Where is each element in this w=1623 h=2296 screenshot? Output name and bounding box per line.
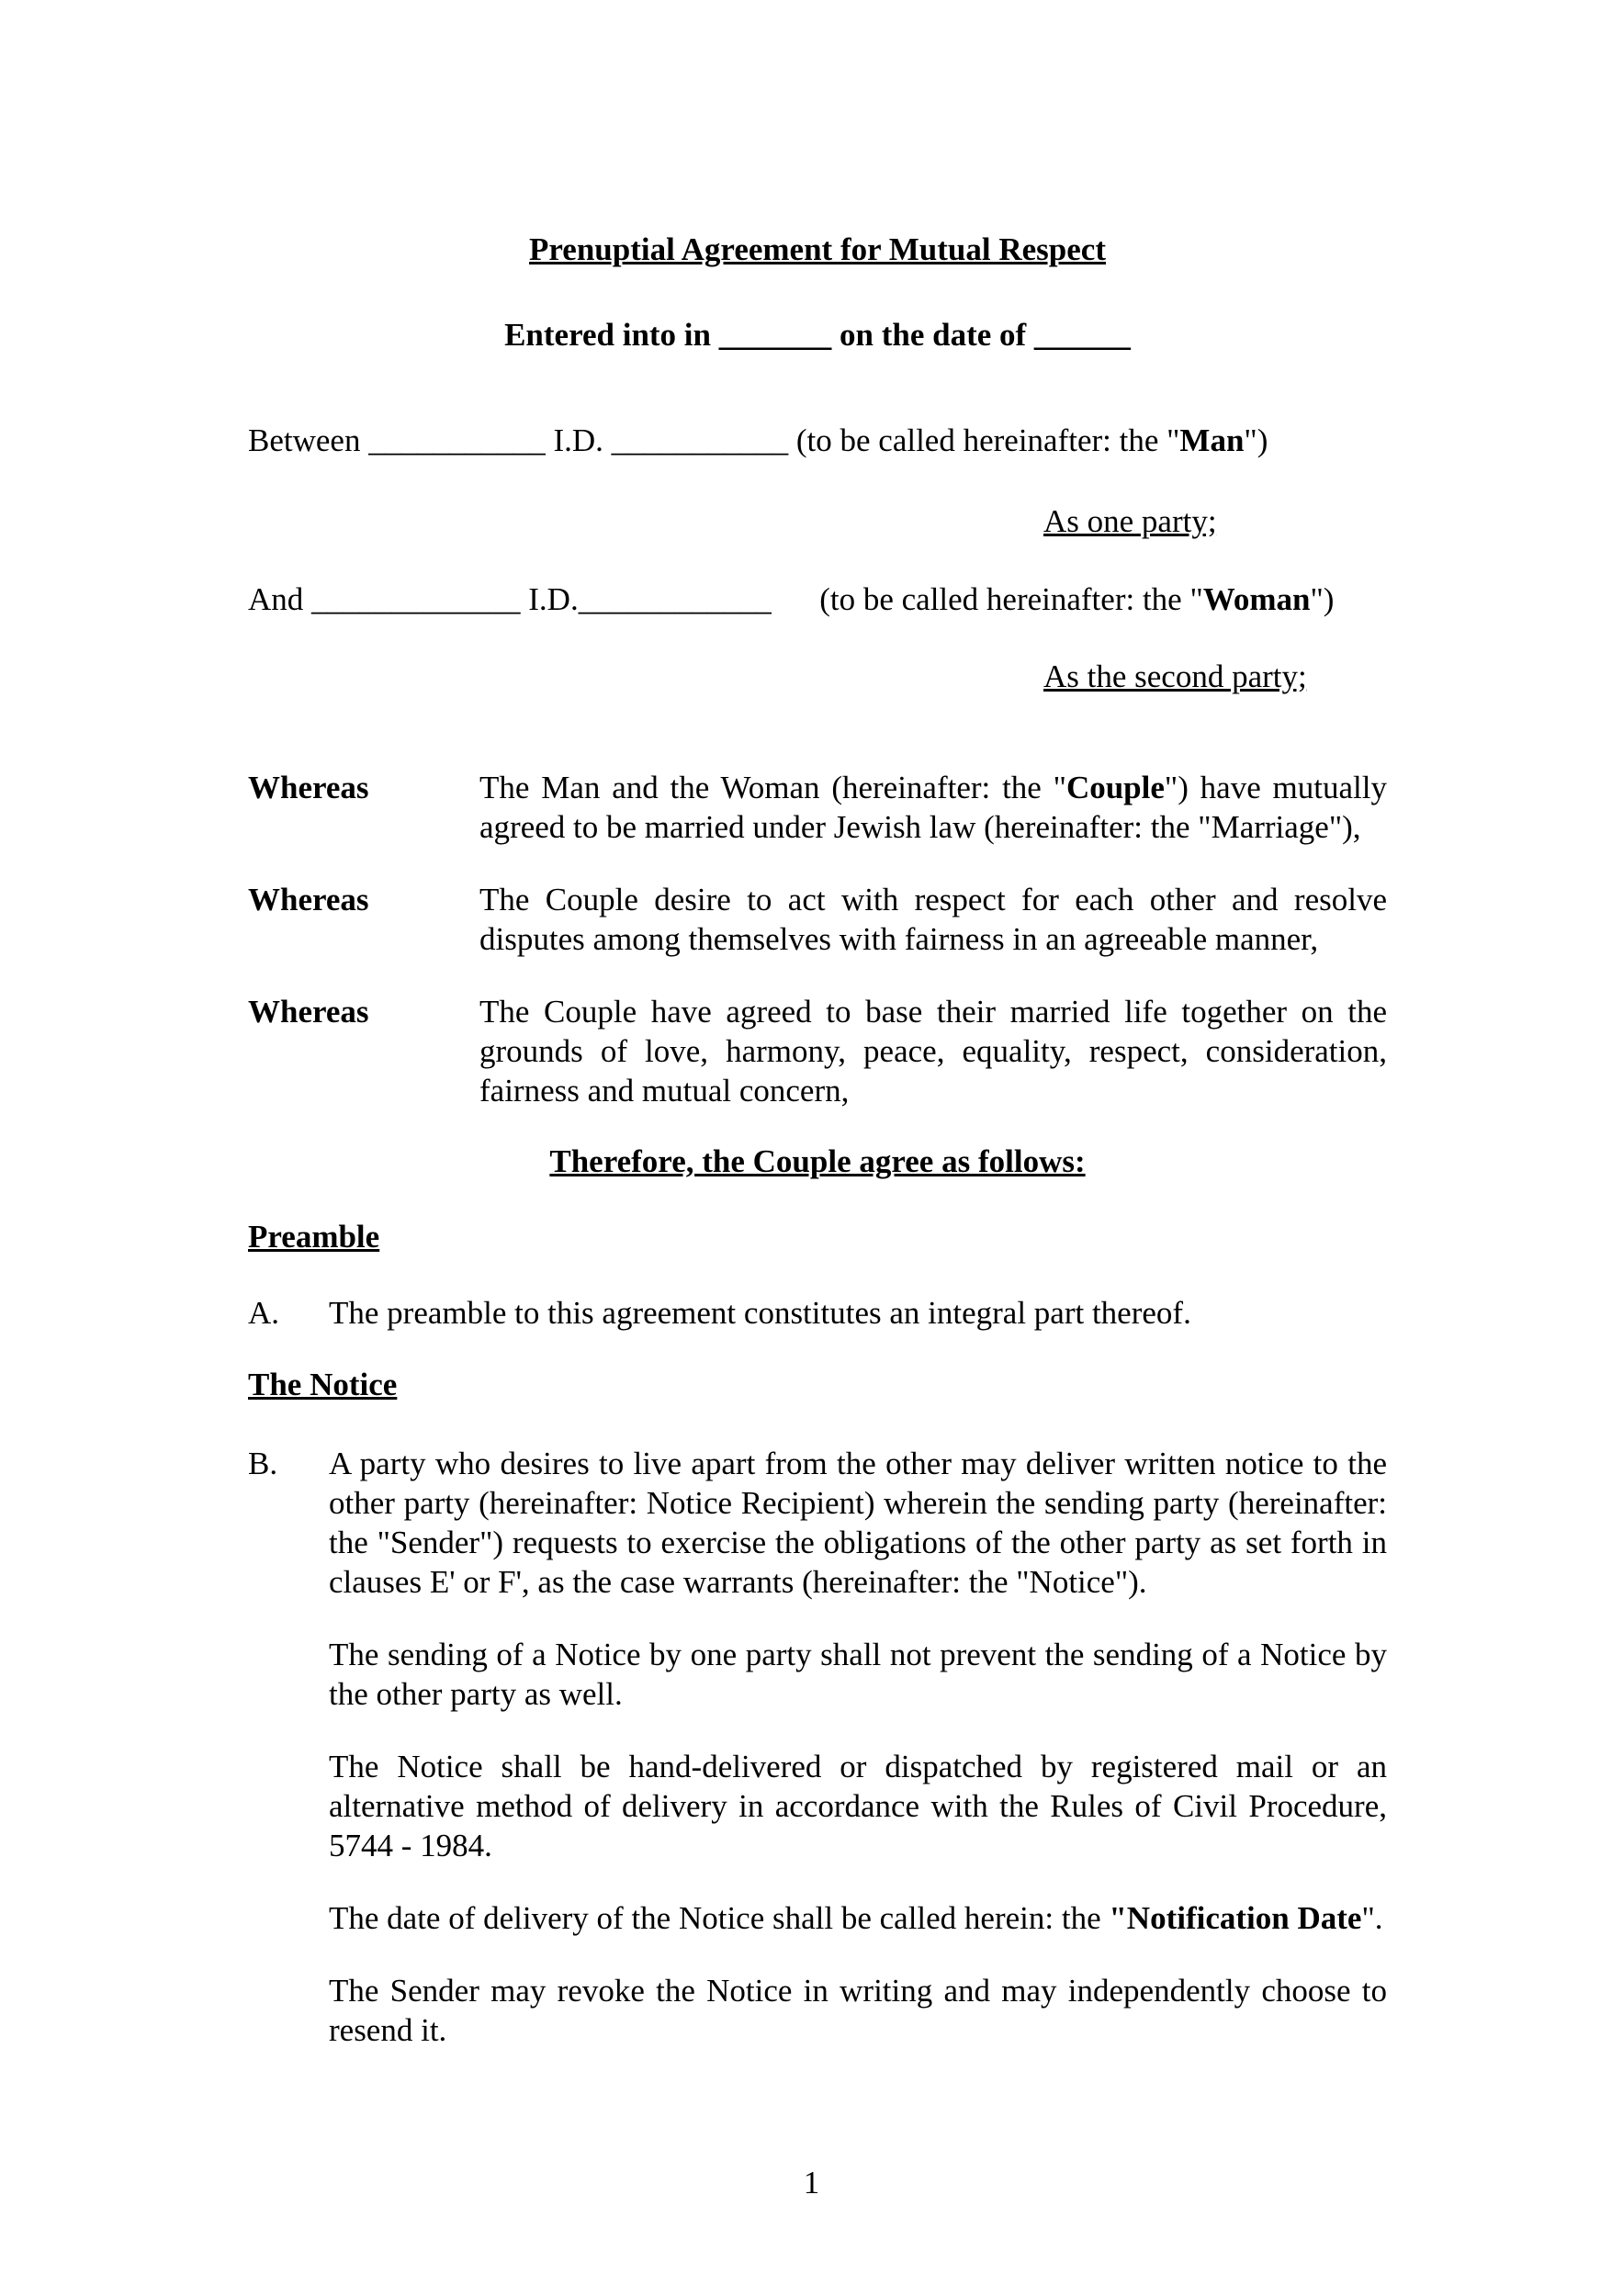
clause-b-paragraph-5: The Sender may revoke the Notice in writing and may independently choose to resend it. bbox=[329, 1973, 1387, 2048]
clause-a bbox=[248, 1293, 1387, 1333]
whereas1-text-end: ") have mutually agreed to be married under Jewish law (hereinafter: the "Marriage"), bbox=[479, 770, 1387, 845]
notification-date-text: The date of delivery of the Notice shall be called herein: the bbox=[329, 1900, 1110, 1936]
notice-heading: The Notice bbox=[248, 1367, 398, 1402]
party-role-one: As one party; bbox=[1043, 503, 1217, 539]
whereas-clause-3 bbox=[248, 992, 1387, 1110]
whereas-text: The Couple desire to act with respect for each other and resolve disputes among themselves with fairness in an agreeable manner, bbox=[479, 882, 1387, 957]
clause-b bbox=[248, 1444, 1387, 1602]
whereas-label: Whereas bbox=[248, 770, 369, 805]
whereas-clause-2 bbox=[248, 880, 1387, 959]
clause-b-label: B. bbox=[248, 1446, 278, 1481]
party-line-man bbox=[248, 421, 1387, 460]
page-number: 1 bbox=[803, 2165, 820, 2200]
whereas1-bold: Couple bbox=[1065, 770, 1165, 805]
whereas-clause-1 bbox=[248, 768, 1387, 847]
clause-b-paragraph-1: A party who desires to live apart from the other may deliver written notice to the other party (hereinafter: Notice Recipient) wherein the sending party (hereinafter: the "Sender") requests to exercise the obligations of the other party as set forth in clauses E' or F', as the case warrants (hereinafter: the "Notice"). bbox=[329, 1446, 1387, 1600]
document-subtitle: Entered into in _______ on the date of ______ bbox=[504, 317, 1131, 353]
clause-b-paragraph-2: The sending of a Notice by one party shall not prevent the sending of a Notice by the other party as well. bbox=[329, 1637, 1387, 1712]
party-man-bold: Man bbox=[1179, 422, 1245, 458]
whereas-label: Whereas bbox=[248, 882, 369, 917]
whereas1-text: The Man and the Woman (hereinafter: the " bbox=[479, 770, 1066, 805]
notification-date-text-end: ". bbox=[1361, 1900, 1383, 1936]
notification-date-bold: "Notification Date bbox=[1109, 1900, 1362, 1936]
party-man-text-end: ") bbox=[1244, 422, 1268, 458]
party-man-text: Between ___________ I.D. ___________ (to be called hereinafter: the " bbox=[248, 422, 1180, 458]
party-woman-bold: Woman bbox=[1202, 581, 1311, 617]
whereas-label: Whereas bbox=[248, 994, 369, 1030]
clause-b-paragraph-3: The Notice shall be hand-delivered or dispatched by registered mail or an alternative method of delivery in accordance with the Rules of Civil Procedure, 5744 - 1984. bbox=[329, 1749, 1387, 1863]
clause-a-label: A. bbox=[248, 1295, 280, 1331]
whereas-text bbox=[479, 768, 1387, 847]
clause-b-paragraph-4 bbox=[329, 1898, 1387, 1938]
party-role-second: As the second party; bbox=[1043, 658, 1307, 694]
document-title: Prenuptial Agreement for Mutual Respect bbox=[529, 231, 1106, 267]
clause-a-text: The preamble to this agreement constitutes an integral part thereof. bbox=[329, 1295, 1191, 1331]
party-line-woman bbox=[248, 580, 1387, 619]
whereas-text: The Couple have agreed to base their married life together on the grounds of love, harmony, peace, equality, respect, consideration, fairness and mutual concern, bbox=[479, 994, 1387, 1109]
preamble-heading: Preamble bbox=[248, 1219, 380, 1255]
party-woman-text-end: ") bbox=[1310, 581, 1335, 617]
party-woman-text: And _____________ I.D.____________ (to be called hereinafter: the " bbox=[248, 581, 1203, 617]
therefore-heading: Therefore, the Couple agree as follows: bbox=[549, 1143, 1086, 1179]
